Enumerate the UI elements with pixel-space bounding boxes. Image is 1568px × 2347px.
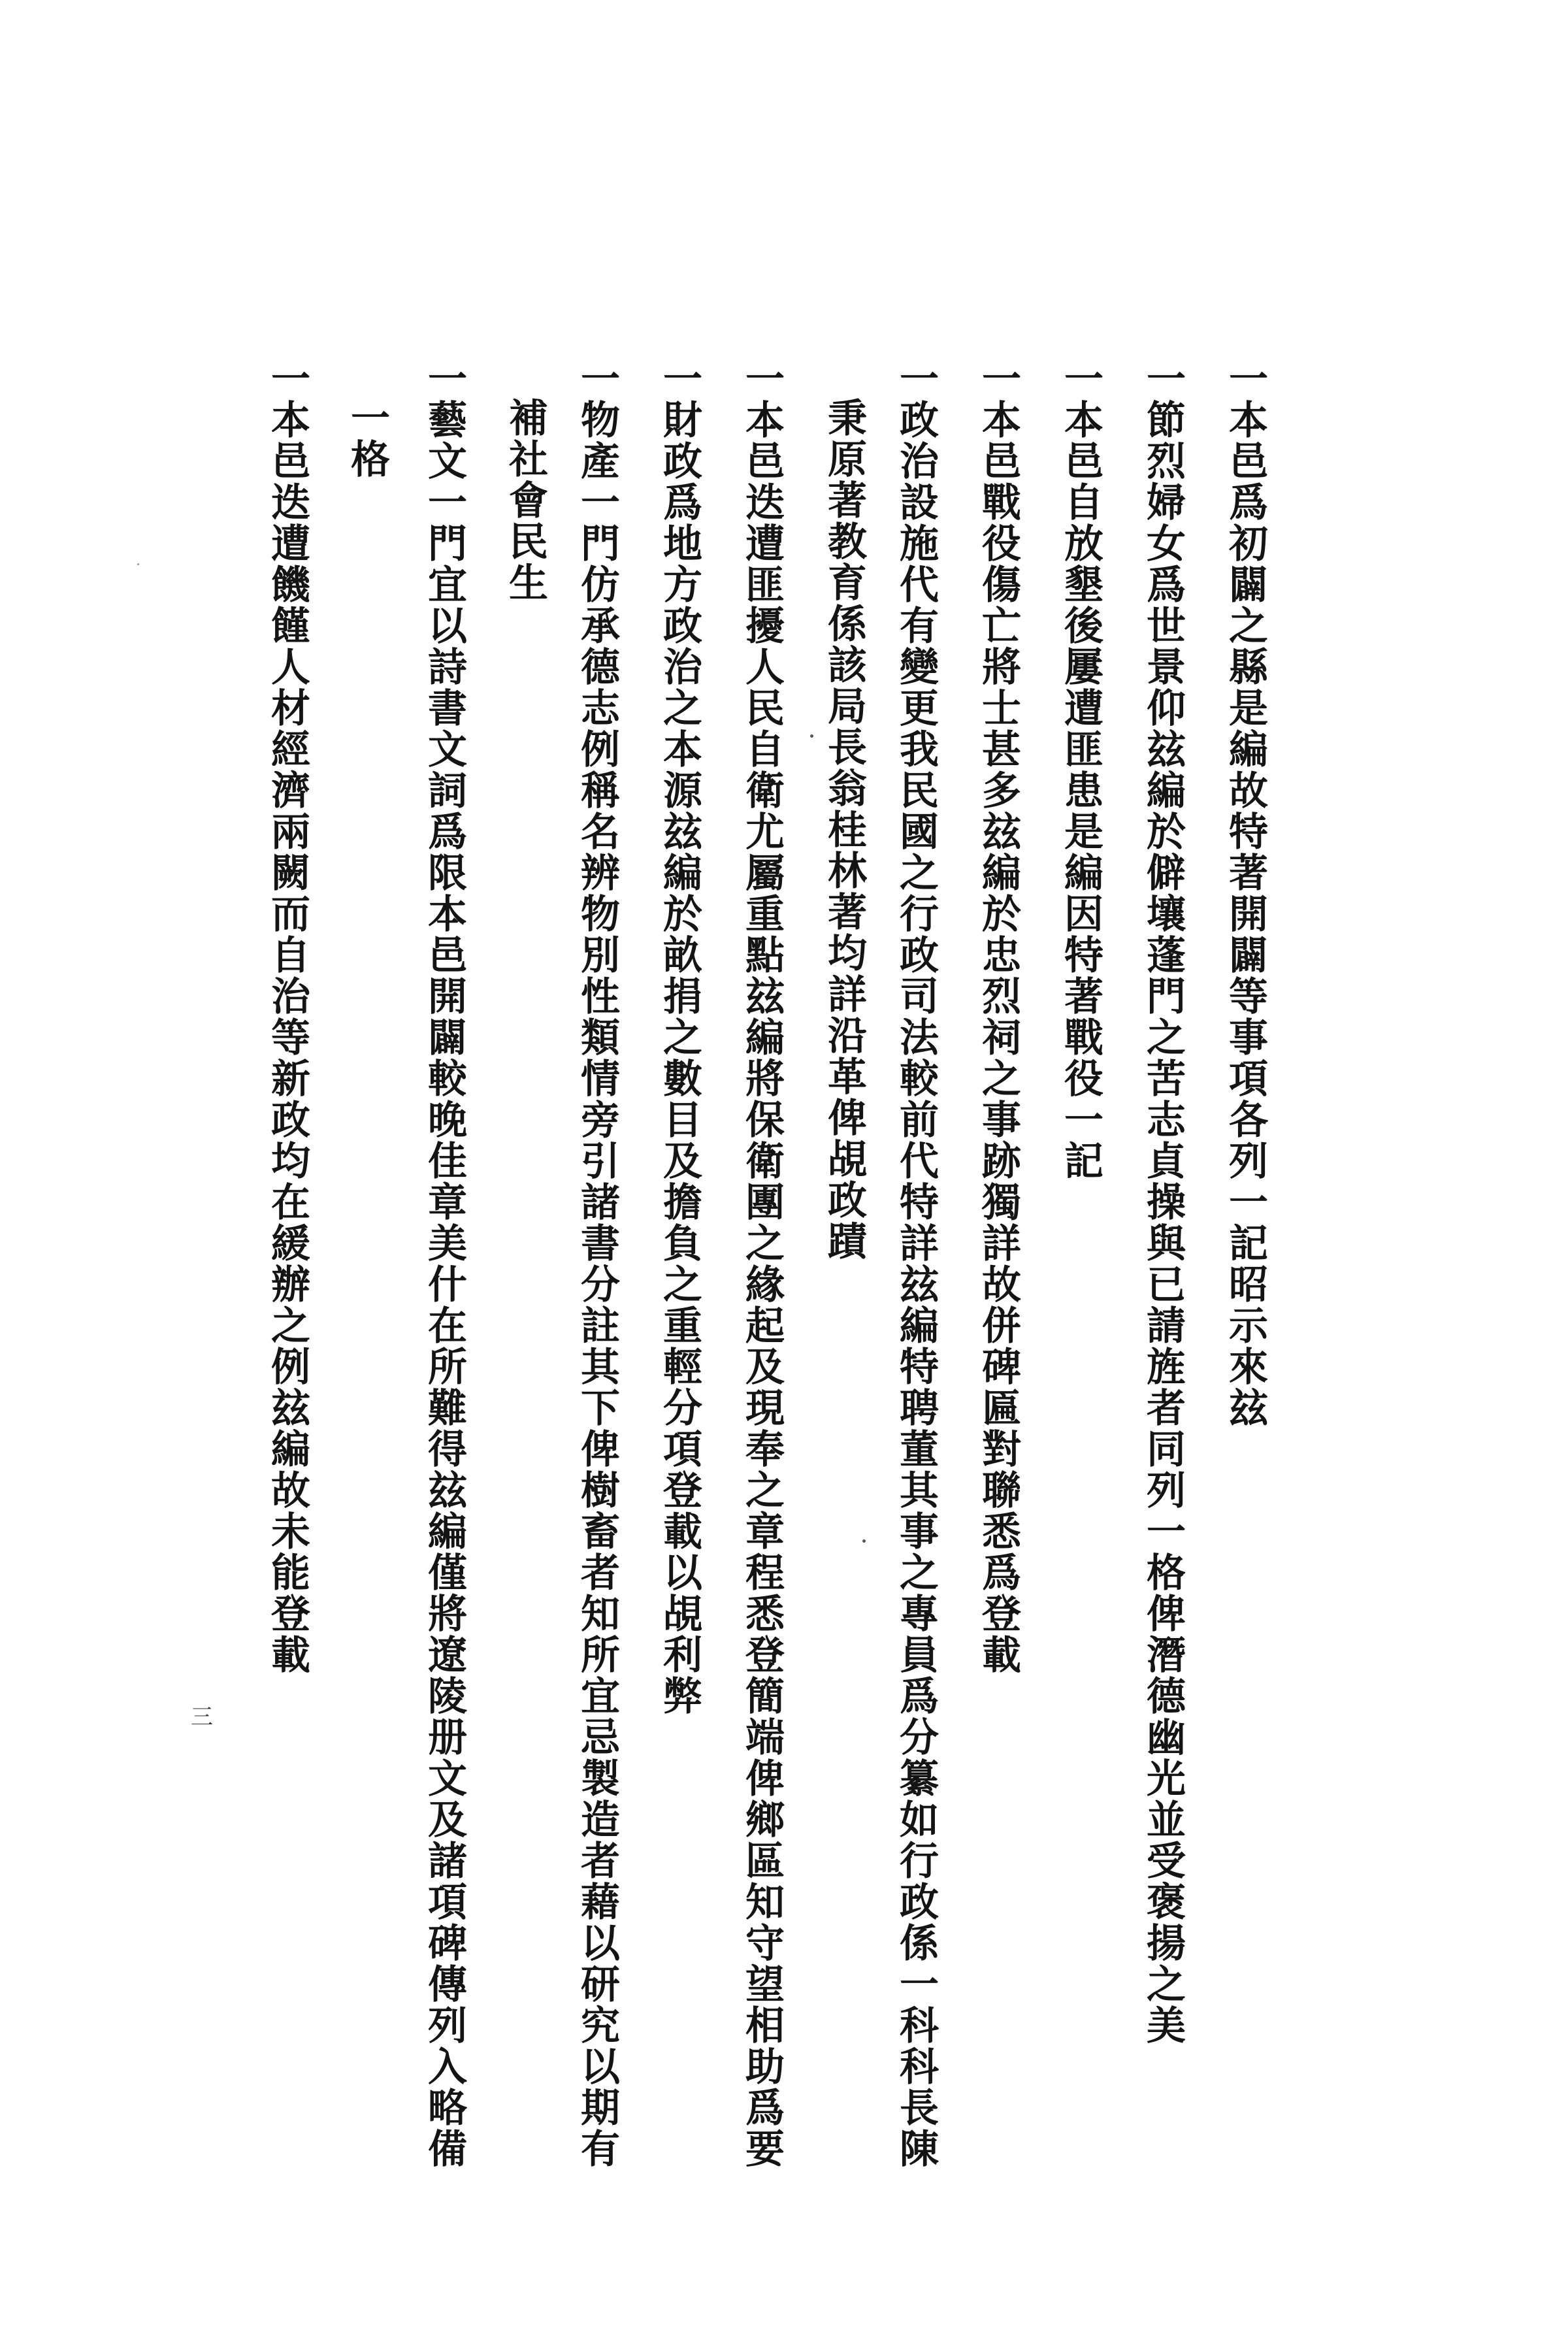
text-column-1: 一本邑爲初闢之縣是編故特著開闢等事項各列一記昭示來玆 [1222, 358, 1268, 1428]
page-number: 三 [191, 1704, 213, 1730]
text-column-5: 一政治設施代有變更我民國之行政司法較前代特詳玆編特聘董其事之專員爲分纂如行政係一科科長陳 [893, 358, 939, 2169]
scan-speck [810, 734, 813, 738]
text-column-2: 一節烈婦女爲世景仰玆編於僻壤蓬門之苦志貞操與已請旌者同列一格俾潛德幽光並受褒揚之美 [1140, 358, 1186, 2046]
text-column-4: 一本邑戰役傷亡將士甚多玆編於忠烈祠之事跡獨詳故併碑匾對聯悉爲登載 [975, 358, 1021, 1675]
text-column-3: 一本邑自放墾後屢遭匪患是編因特著戰役一記 [1058, 358, 1103, 1181]
text-column-9: 一物產一門仿承德志例稱名辨物別性類情旁引諸書分註其下俾樹畜者知所宜忌製造者藉以研究以期有 [574, 358, 620, 2169]
text-column-11: 一藝文一門宜以詩書文詞爲限本邑開闢較晚佳章美什在所難得玆編僅將遼陵册文及諸項碑傳列入略備 [421, 358, 467, 2169]
scan-speck [862, 1539, 866, 1543]
text-column-13: 一本邑迭遭饑饉人材經濟兩闕而自治等新政均在緩辦之例玆編故未能登載 [265, 358, 310, 1675]
text-column-10: 補社會民生 [502, 397, 548, 603]
text-column-6: 秉原著教育係該局長翁桂林著均詳沿革俾覘政蹟 [821, 397, 867, 1262]
text-column-8: 一財政爲地方政治之本源玆編於畝捐之數目及擔負之重輕分項登載以覘利弊 [657, 358, 702, 1716]
text-column-7: 一本邑迭遭匪擾人民自衛尤屬重點玆編將保衛團之緣起及現奉之章程悉登簡端俾鄉區知守望相助爲要 [739, 358, 785, 2169]
text-column-12: 一格 [344, 397, 390, 480]
scan-speck [137, 563, 139, 565]
